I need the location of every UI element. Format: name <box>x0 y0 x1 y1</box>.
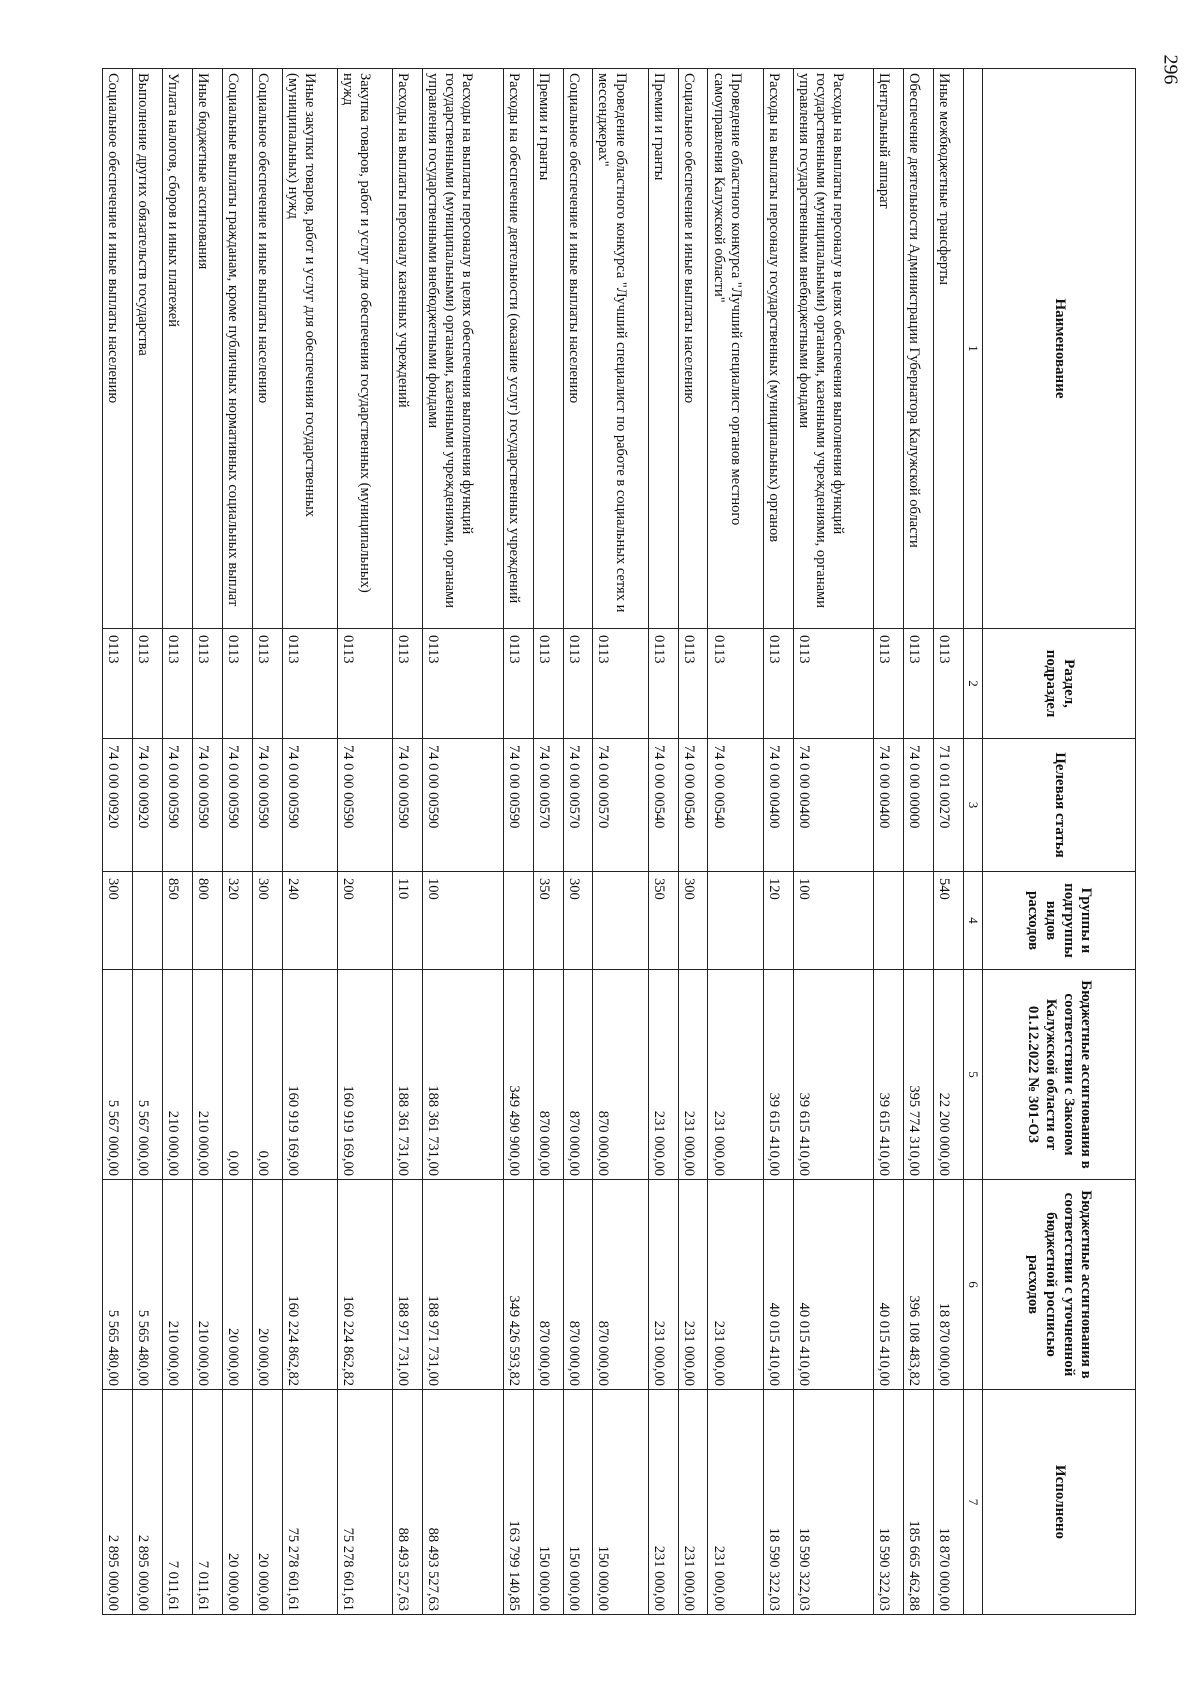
cell-section: 0113 <box>708 629 763 739</box>
cell-name: Закупка товаров, работ и услуг для обеспечения государственных (муниципальных) нужд <box>337 69 392 629</box>
cell-expense-type: 350 <box>533 872 563 970</box>
header-expense-type: Группы и подгруппы видов расходов <box>983 872 1136 970</box>
cell-expense-type <box>593 872 648 970</box>
cell-expense-type: 110 <box>393 872 423 970</box>
cell-law-allocation: 349 490 900,00 <box>503 970 533 1180</box>
header-section: Раздел, подраздел <box>983 629 1136 739</box>
cell-expense-type: 300 <box>252 872 282 970</box>
cell-revised-allocation: 188 971 731,00 <box>423 1180 504 1390</box>
cell-revised-allocation: 40 015 410,00 <box>763 1180 793 1390</box>
cell-law-allocation: 39 615 410,00 <box>793 970 874 1180</box>
table-row <box>533 69 563 1615</box>
cell-law-allocation: 0,00 <box>252 970 282 1180</box>
page-number: 296 <box>1159 54 1182 85</box>
cell-target-article: 74 0 00 00540 <box>708 739 763 872</box>
cell-section: 0113 <box>874 629 904 739</box>
cell-revised-allocation: 396 108 483,82 <box>904 1180 934 1390</box>
cell-name: Расходы на выплаты персоналу в целях обеспечения выполнения функций государственными (муниципальными) органами, казенными учреждениями, органами управления государственными внебюджетными фондами <box>423 69 504 629</box>
cell-target-article: 74 0 00 00570 <box>533 739 563 872</box>
cell-revised-allocation: 20 000,00 <box>252 1180 282 1390</box>
cell-name: Уплата налогов, сборов и иных платежей <box>163 69 193 629</box>
cell-expense-type: 200 <box>337 872 392 970</box>
cell-executed: 150 000,00 <box>533 1390 563 1615</box>
cell-law-allocation: 0,00 <box>222 970 252 1180</box>
cell-target-article: 74 0 00 00590 <box>222 739 252 872</box>
cell-law-allocation: 5 567 000,00 <box>103 970 133 1180</box>
cell-section: 0113 <box>222 629 252 739</box>
cell-target-article: 74 0 00 00590 <box>192 739 222 872</box>
cell-expense-type: 350 <box>648 872 678 970</box>
cell-executed: 20 000,00 <box>252 1390 282 1615</box>
cell-law-allocation: 870 000,00 <box>563 970 593 1180</box>
cell-law-allocation: 39 615 410,00 <box>874 970 904 1180</box>
column-number: 6 <box>964 1180 983 1390</box>
cell-name: Социальное обеспечение и иные выплаты населению <box>103 69 133 629</box>
cell-executed: 231 000,00 <box>648 1390 678 1615</box>
budget-table-sheet <box>102 68 1136 1614</box>
cell-target-article: 74 0 00 00590 <box>252 739 282 872</box>
cell-target-article: 74 0 00 00920 <box>103 739 133 872</box>
cell-law-allocation: 395 774 310,00 <box>904 970 934 1180</box>
cell-section: 0113 <box>763 629 793 739</box>
cell-section: 0113 <box>593 629 648 739</box>
cell-executed: 7 011,61 <box>163 1390 193 1615</box>
cell-name: Иные бюджетные ассигнования <box>192 69 222 629</box>
table-row <box>393 69 423 1615</box>
cell-revised-allocation: 870 000,00 <box>533 1180 563 1390</box>
cell-law-allocation: 160 919 169,00 <box>282 970 337 1180</box>
cell-law-allocation: 231 000,00 <box>678 970 708 1180</box>
cell-revised-allocation: 210 000,00 <box>192 1180 222 1390</box>
cell-executed: 75 278 601,61 <box>282 1390 337 1615</box>
cell-section: 0113 <box>904 629 934 739</box>
column-number: 7 <box>964 1390 983 1615</box>
cell-name: Расходы на выплаты персоналу казенных учреждений <box>393 69 423 629</box>
table-row <box>337 69 392 1615</box>
cell-executed: 88 493 527,63 <box>393 1390 423 1615</box>
cell-section: 0113 <box>423 629 504 739</box>
cell-name: Иные межбюджетные трансферты <box>934 69 964 629</box>
cell-name: Иные закупки товаров, работ и услуг для обеспечения государственных (муниципальных) нужд <box>282 69 337 629</box>
cell-revised-allocation: 210 000,00 <box>163 1180 193 1390</box>
cell-revised-allocation: 160 224 862,82 <box>337 1180 392 1390</box>
cell-name: Премии и гранты <box>648 69 678 629</box>
table-row <box>103 69 133 1615</box>
table-body <box>103 69 964 1615</box>
cell-law-allocation: 188 361 731,00 <box>423 970 504 1180</box>
header-name: Наименование <box>983 69 1136 629</box>
cell-expense-type: 300 <box>563 872 593 970</box>
cell-executed: 163 799 140,85 <box>503 1390 533 1615</box>
table-row <box>593 69 648 1615</box>
cell-law-allocation: 160 919 169,00 <box>337 970 392 1180</box>
table-row <box>934 69 964 1615</box>
cell-name: Обеспечение деятельности Администрации Губернатора Калужской области <box>904 69 934 629</box>
cell-executed: 18 590 322,03 <box>793 1390 874 1615</box>
cell-law-allocation: 231 000,00 <box>648 970 678 1180</box>
cell-section: 0113 <box>337 629 392 739</box>
cell-expense-type <box>874 872 904 970</box>
cell-target-article: 71 0 01 00270 <box>934 739 964 872</box>
cell-target-article: 74 0 00 00400 <box>874 739 904 872</box>
cell-expense-type <box>133 872 163 970</box>
cell-section: 0113 <box>393 629 423 739</box>
cell-executed: 20 000,00 <box>222 1390 252 1615</box>
cell-name: Социальные выплаты гражданам, кроме публичных нормативных социальных выплат <box>222 69 252 629</box>
cell-section: 0113 <box>934 629 964 739</box>
cell-revised-allocation: 231 000,00 <box>648 1180 678 1390</box>
cell-target-article: 74 0 00 00540 <box>678 739 708 872</box>
cell-revised-allocation: 188 971 731,00 <box>393 1180 423 1390</box>
cell-section: 0113 <box>163 629 193 739</box>
table-row <box>133 69 163 1615</box>
cell-revised-allocation: 870 000,00 <box>563 1180 593 1390</box>
cell-expense-type <box>708 872 763 970</box>
table-row <box>563 69 593 1615</box>
cell-revised-allocation: 5 565 480,00 <box>133 1180 163 1390</box>
cell-expense-type <box>904 872 934 970</box>
cell-expense-type: 240 <box>282 872 337 970</box>
table-row <box>423 69 504 1615</box>
cell-revised-allocation: 160 224 862,82 <box>282 1180 337 1390</box>
cell-law-allocation: 22 200 000,00 <box>934 970 964 1180</box>
cell-target-article: 74 0 00 00590 <box>163 739 193 872</box>
cell-executed: 88 493 527,63 <box>423 1390 504 1615</box>
column-number-row <box>964 69 983 1615</box>
table-row <box>163 69 193 1615</box>
cell-executed: 150 000,00 <box>563 1390 593 1615</box>
cell-executed: 2 895 000,00 <box>133 1390 163 1615</box>
cell-name: Расходы на выплаты персоналу в целях обеспечения выполнения функций государственными (муниципальными) органами, казенными учреждениями, органами управления государственными внебюджетными фондами <box>793 69 874 629</box>
cell-expense-type: 300 <box>678 872 708 970</box>
column-number: 1 <box>964 69 983 629</box>
column-number: 5 <box>964 970 983 1180</box>
table-row <box>192 69 222 1615</box>
cell-law-allocation: 231 000,00 <box>708 970 763 1180</box>
cell-target-article: 74 0 00 00000 <box>904 739 934 872</box>
column-number: 3 <box>964 739 983 872</box>
cell-expense-type: 300 <box>103 872 133 970</box>
cell-revised-allocation: 40 015 410,00 <box>874 1180 904 1390</box>
cell-revised-allocation: 40 015 410,00 <box>793 1180 874 1390</box>
cell-target-article: 74 0 00 00590 <box>393 739 423 872</box>
cell-section: 0113 <box>103 629 133 739</box>
cell-executed: 75 278 601,61 <box>337 1390 392 1615</box>
cell-expense-type: 100 <box>793 872 874 970</box>
cell-section: 0113 <box>282 629 337 739</box>
cell-expense-type <box>503 872 533 970</box>
cell-target-article: 74 0 00 00400 <box>793 739 874 872</box>
cell-section: 0113 <box>133 629 163 739</box>
header-law-allocation: Бюджетные ассигнования в соответствии с Законом Калужской области от 01.12.2022 № 301-ОЗ <box>983 970 1136 1180</box>
cell-target-article: 74 0 00 00400 <box>763 739 793 872</box>
cell-law-allocation: 210 000,00 <box>192 970 222 1180</box>
cell-revised-allocation: 20 000,00 <box>222 1180 252 1390</box>
table-row <box>252 69 282 1615</box>
cell-executed: 185 665 462,88 <box>904 1390 934 1615</box>
cell-section: 0113 <box>252 629 282 739</box>
cell-section: 0113 <box>678 629 708 739</box>
column-number: 4 <box>964 872 983 970</box>
table-row <box>793 69 874 1615</box>
cell-target-article: 74 0 00 00570 <box>563 739 593 872</box>
table-row <box>503 69 533 1615</box>
cell-executed: 231 000,00 <box>708 1390 763 1615</box>
cell-target-article: 74 0 00 00590 <box>337 739 392 872</box>
cell-revised-allocation: 18 870 000,00 <box>934 1180 964 1390</box>
cell-name: Социальное обеспечение и иные выплаты населению <box>563 69 593 629</box>
cell-name: Социальное обеспечение и иные выплаты населению <box>252 69 282 629</box>
header-target-article: Целевая статья <box>983 739 1136 872</box>
table-row <box>222 69 252 1615</box>
cell-revised-allocation: 349 426 593,82 <box>503 1180 533 1390</box>
cell-section: 0113 <box>793 629 874 739</box>
cell-section: 0113 <box>533 629 563 739</box>
cell-law-allocation: 870 000,00 <box>533 970 563 1180</box>
cell-name: Премии и гранты <box>533 69 563 629</box>
cell-section: 0113 <box>192 629 222 739</box>
cell-section: 0113 <box>563 629 593 739</box>
cell-expense-type: 850 <box>163 872 193 970</box>
cell-name: Центральный аппарат <box>874 69 904 629</box>
cell-law-allocation: 210 000,00 <box>163 970 193 1180</box>
cell-section: 0113 <box>503 629 533 739</box>
cell-name: Проведение областного конкурса "Лучший специалист органов местного самоуправления Калужской области" <box>708 69 763 629</box>
cell-target-article: 74 0 00 00590 <box>282 739 337 872</box>
cell-executed: 18 870 000,00 <box>934 1390 964 1615</box>
cell-name: Социальное обеспечение и иные выплаты населению <box>678 69 708 629</box>
cell-expense-type: 320 <box>222 872 252 970</box>
cell-executed: 18 590 322,03 <box>874 1390 904 1615</box>
cell-law-allocation: 39 615 410,00 <box>763 970 793 1180</box>
cell-law-allocation: 5 567 000,00 <box>133 970 163 1180</box>
cell-name: Расходы на обеспечение деятельности (оказание услуг) государственных учреждений <box>503 69 533 629</box>
column-number: 2 <box>964 629 983 739</box>
cell-law-allocation: 188 361 731,00 <box>393 970 423 1180</box>
cell-executed: 2 895 000,00 <box>103 1390 133 1615</box>
budget-execution-table <box>102 68 1136 1615</box>
table-row <box>678 69 708 1615</box>
cell-executed: 150 000,00 <box>593 1390 648 1615</box>
cell-target-article: 74 0 00 00590 <box>503 739 533 872</box>
cell-executed: 231 000,00 <box>678 1390 708 1615</box>
cell-executed: 18 590 322,03 <box>763 1390 793 1615</box>
cell-revised-allocation: 231 000,00 <box>678 1180 708 1390</box>
cell-section: 0113 <box>648 629 678 739</box>
cell-expense-type: 800 <box>192 872 222 970</box>
cell-target-article: 74 0 00 00590 <box>423 739 504 872</box>
cell-name: Расходы на выплаты персоналу государственных (муниципальных) органов <box>763 69 793 629</box>
cell-law-allocation: 870 000,00 <box>593 970 648 1180</box>
table-row <box>874 69 904 1615</box>
table-row <box>763 69 793 1615</box>
cell-executed: 7 011,61 <box>192 1390 222 1615</box>
table-row <box>648 69 678 1615</box>
cell-expense-type: 120 <box>763 872 793 970</box>
cell-name: Выполнение других обязательств государства <box>133 69 163 629</box>
cell-revised-allocation: 5 565 480,00 <box>103 1180 133 1390</box>
header-executed: Исполнено <box>983 1390 1136 1615</box>
cell-target-article: 74 0 00 00920 <box>133 739 163 872</box>
cell-name: Проведение областного конкурса "Лучший специалист по работе в социальных сетях и мессенджерах" <box>593 69 648 629</box>
table-row <box>904 69 934 1615</box>
table-header-row <box>983 69 1136 1615</box>
cell-revised-allocation: 231 000,00 <box>708 1180 763 1390</box>
cell-expense-type: 540 <box>934 872 964 970</box>
cell-target-article: 74 0 00 00570 <box>593 739 648 872</box>
table-row <box>708 69 763 1615</box>
cell-target-article: 74 0 00 00540 <box>648 739 678 872</box>
table-row <box>282 69 337 1615</box>
cell-revised-allocation: 870 000,00 <box>593 1180 648 1390</box>
cell-expense-type: 100 <box>423 872 504 970</box>
header-revised-allocation: Бюджетные ассигнования в соответствии с уточненной бюджетной росписью расходов <box>983 1180 1136 1390</box>
